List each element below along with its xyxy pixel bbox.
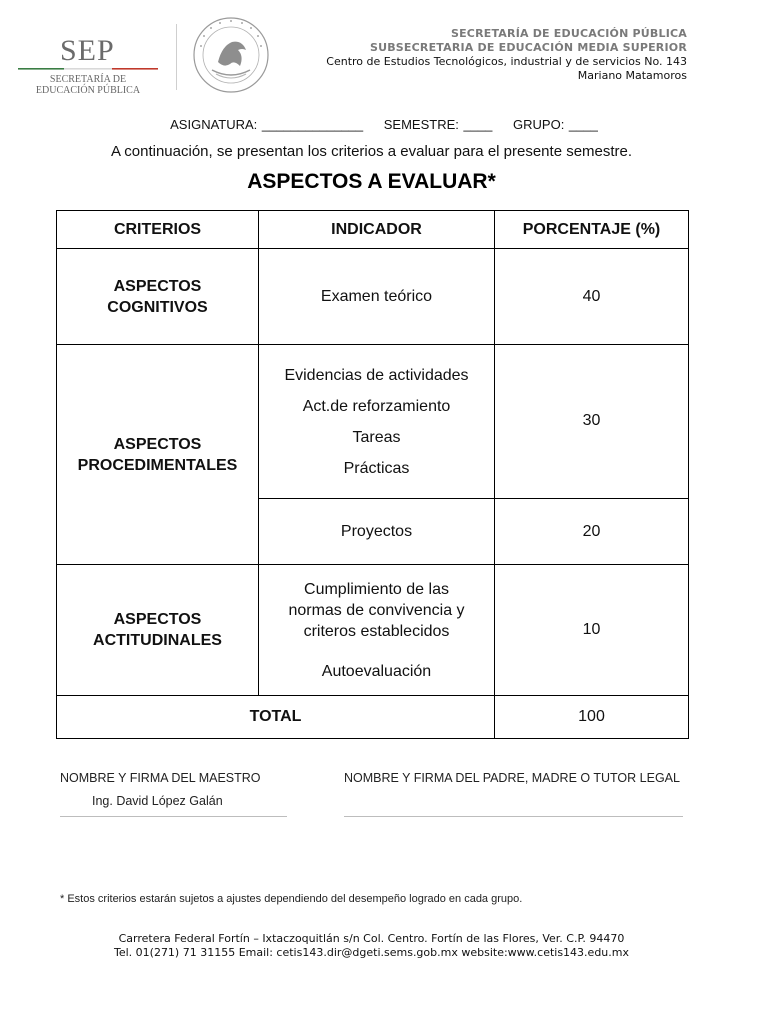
criterio-cognitivos	[57, 249, 259, 345]
criterio-procedimentales-line1: ASPECTOS	[113, 435, 202, 453]
sep-logo	[18, 32, 158, 98]
course-fields	[0, 117, 768, 132]
evaluation-table	[56, 210, 689, 739]
header-line-sep: SECRETARÍA DE EDUCACIÓN PÚBLICA	[450, 27, 687, 40]
sep-wordmark: SEP	[60, 34, 115, 67]
mexican-coat-of-arms-seal-icon	[192, 16, 270, 94]
guardian-signature-line	[344, 816, 683, 817]
porcentaje-cognitivos: 40	[495, 249, 689, 345]
footer-address	[0, 932, 743, 960]
header-divider	[176, 24, 177, 90]
sep-subtitle	[18, 74, 158, 96]
grupo-field: GRUPO: ____	[513, 117, 598, 132]
table-header-row	[57, 211, 689, 249]
header-line-center: Centro de Estudios Tecnológicos, industrial y de servicios No. 143	[326, 55, 687, 68]
indicador-cognitivos: Examen teórico	[259, 249, 495, 345]
sep-subtitle-line1: SECRETARÍA DE	[49, 74, 127, 85]
indicador-evidencias: Evidencias de actividades	[284, 366, 469, 384]
indicador-practicas: Prácticas	[343, 459, 410, 477]
table-row	[57, 345, 689, 499]
porcentaje-proyectos: 20	[495, 499, 689, 565]
footer-line1: Carretera Federal Fortín – Ixtaczoquitlán s/n Col. Centro. Fortín de las Flores, Ver. C.P. 94470	[118, 932, 625, 945]
asignatura-field: ASIGNATURA: ______________	[170, 117, 364, 132]
header-line-subsecretaria: SUBSECRETARIA DE EDUCACIÓN MEDIA SUPERIOR	[369, 41, 687, 54]
header-porcentaje: PORCENTAJE (%)	[495, 211, 689, 249]
indicador-procedimentales	[259, 345, 495, 499]
footer-line2: Tel. 01(271) 71 31155 Email: cetis143.dir@dgeti.sems.gob.mx website:www.cetis143.edu.mx	[113, 946, 629, 959]
semestre-field: SEMESTRE: ____	[383, 117, 493, 132]
porcentaje-actitudinales: 10	[495, 565, 689, 696]
indicador-proyectos: Proyectos	[259, 499, 495, 565]
indicador-cumplimiento-line1: Cumplimiento de las	[304, 580, 449, 598]
criterio-actitudinales-line2: ACTITUDINALES	[93, 632, 222, 649]
header-criterios: CRITERIOS	[57, 211, 259, 249]
indicador-cumplimiento-line2: normas de convivencia y	[288, 601, 465, 619]
intro-text: A continuación, se presentan los criterios a evaluar para el presente semestre.	[110, 143, 633, 160]
indicador-cumplimiento-line3: criteros establecidos	[303, 622, 450, 640]
indicador-autoevaluacion: Autoevaluación	[321, 662, 432, 680]
sep-subtitle-line2: EDUCACIÓN PÚBLICA	[35, 85, 141, 96]
teacher-signature-line	[60, 816, 287, 817]
criterio-cognitivos-line1: ASPECTOS	[113, 277, 202, 295]
criterio-procedimentales	[57, 345, 259, 565]
indicador-tareas: Tareas	[352, 428, 401, 446]
porcentaje-procedimentales: 30	[495, 345, 689, 499]
criterio-actitudinales	[57, 565, 259, 696]
teacher-name: Ing. David López Galán	[92, 794, 223, 808]
table-row	[57, 249, 689, 345]
indicador-actitudinales	[259, 565, 495, 696]
criterio-procedimentales-line2: PROCEDIMENTALES	[77, 456, 238, 474]
guardian-signature-label: NOMBRE Y FIRMA DEL PADRE, MADRE O TUTOR LEGAL	[344, 771, 680, 785]
table-row	[57, 565, 689, 696]
criterio-cognitivos-line2: COGNITIVOS	[107, 298, 208, 316]
header-line-name: Mariano Matamoros	[577, 69, 687, 82]
footnote: * Estos criterios estarán sujetos a ajustes dependiendo del desempeño logrado en cada grupo.	[60, 893, 523, 905]
header-indicador: INDICADOR	[259, 211, 495, 249]
total-label: TOTAL	[57, 696, 495, 739]
sep-stripe-icon	[18, 68, 158, 71]
page-title: ASPECTOS A EVALUAR*	[247, 170, 496, 193]
criterio-actitudinales-line1: ASPECTOS	[113, 611, 202, 628]
institution-header	[326, 27, 687, 83]
table-total-row	[57, 696, 689, 739]
total-value: 100	[495, 696, 689, 739]
teacher-signature-label: NOMBRE Y FIRMA DEL MAESTRO	[60, 771, 261, 785]
indicador-reforzamiento: Act.de reforzamiento	[302, 397, 451, 415]
